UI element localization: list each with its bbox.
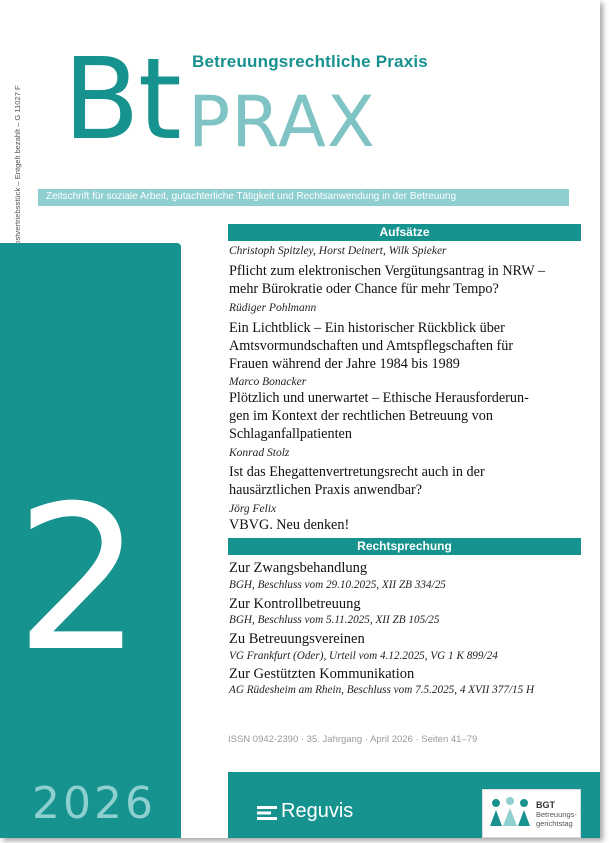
case-citation: BGH, Beschluss vom 5.11.2025, XII ZB 105/25 (229, 614, 440, 626)
article-title-line: gen im Kontext der rechtlichen Betreuung von (229, 408, 493, 424)
article-title-line: Amtsvormundschaften und Amtspflegschaften für (229, 338, 514, 354)
article-title-line: Frauen während der Jahre 1984 bis 1989 (229, 356, 460, 372)
article-title-line: Pflicht zum elektronischen Vergütungsantrag in NRW – (229, 263, 546, 279)
case-title[interactable]: Zur Gestützten Kommunikation (229, 666, 415, 682)
journal-subtitle: Betreuungsrechtliche Praxis (192, 52, 428, 71)
journal-tagline: Zeitschrift für soziale Arbeit, gutachterliche Tätigkeit und Rechtsanwendung in der Betreuung (46, 191, 457, 202)
article-title-line: hausärztlichen Praxis anwendbar? (229, 482, 423, 498)
reguvis-logo-icon (257, 806, 277, 820)
article-author: Jörg Felix (229, 503, 277, 515)
case-citation: BGH, Beschluss vom 29.10.2025, XII ZB 334/25 (229, 579, 446, 591)
case-citation: AG Rüdesheim am Rhein, Beschluss vom 7.5.2025, 4 XVII 377/15 H (229, 684, 535, 696)
logo-bt: Bt (63, 35, 180, 165)
issue-year: 2026 (32, 778, 156, 829)
case-title[interactable]: Zur Kontrollbetreuung (229, 596, 361, 612)
bgt-logo-icon (488, 796, 532, 828)
case-citation: VG Frankfurt (Oder), Urteil vom 4.12.2025, VG 1 K 899/24 (229, 650, 498, 662)
section-heading-aufsaetze: Aufsätze (228, 224, 581, 241)
article-title[interactable] (229, 389, 589, 443)
article-title[interactable] (229, 319, 589, 373)
article-author: Konrad Stolz (229, 447, 290, 459)
section-heading-rechtsprechung: Rechtsprechung (228, 538, 581, 555)
issn-line: ISSN 0942-2390 · 35. Jahrgang · April 2026 · Seiten 41–79 (228, 734, 478, 745)
article-title-line: mehr Bürokratie oder Chance für mehr Tempo? (229, 281, 499, 297)
bgt-subtitle: Betreuungs-gerichtstag (536, 810, 577, 828)
article-title[interactable] (229, 262, 589, 298)
article-author: Christoph Spitzley, Horst Deinert, Wilk Spieker (229, 245, 447, 257)
article-title-line: Ist das Ehegattenvertretungsrecht auch in der (229, 464, 485, 480)
publisher-name: Reguvis (281, 800, 354, 822)
case-title[interactable]: Zur Zwangsbehandlung (229, 560, 368, 576)
article-author: Rüdiger Pohlmann (229, 302, 317, 314)
article-author: Marco Bonacker (229, 376, 307, 388)
case-title[interactable]: Zu Betreuungsvereinen (229, 631, 365, 647)
article-title-line: VBVG. Neu denken! (229, 517, 350, 533)
article-title[interactable] (229, 516, 589, 534)
article-title-line: Ein Lichtblick – Ein historischer Rückblick über (229, 320, 505, 336)
issue-number: 2 (15, 463, 143, 696)
article-title[interactable] (229, 463, 589, 499)
article-title-line: Plötzlich und unerwartet – Ethische Herausforderun- (229, 390, 529, 406)
bgt-label: BGT (536, 800, 555, 810)
logo-prax: PRAX (188, 81, 376, 163)
article-title-line: Schlaganfallpatienten (229, 426, 352, 442)
